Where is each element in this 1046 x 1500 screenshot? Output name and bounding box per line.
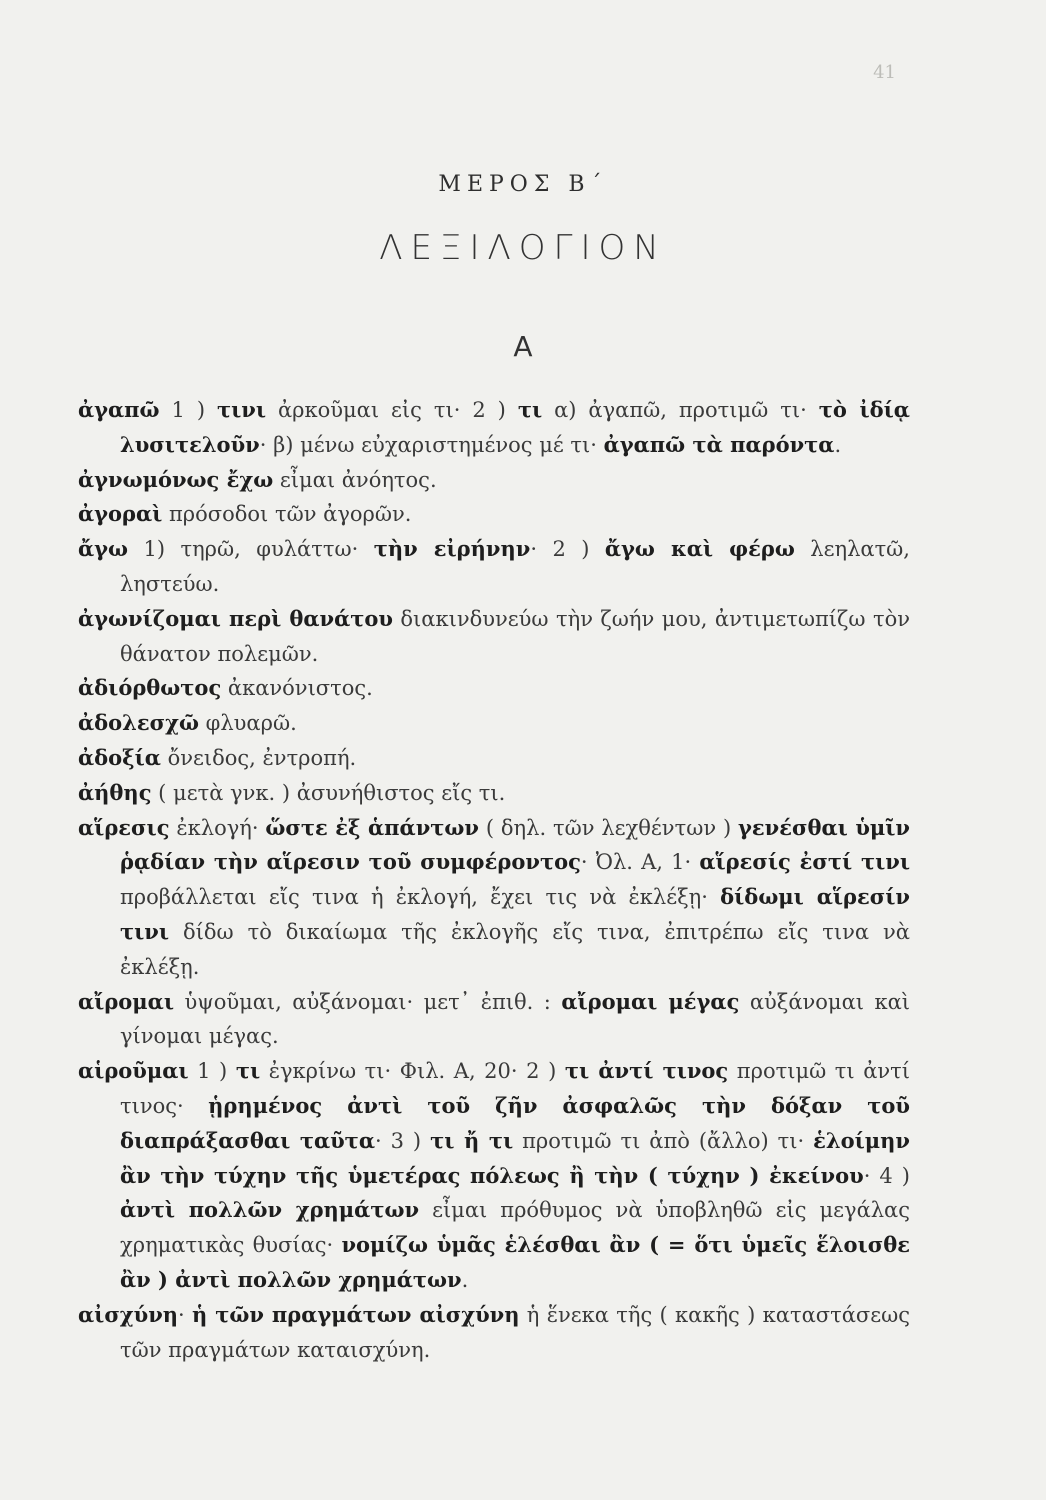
entry-gloss: 1) τηρῶ, φυλάττω· [128, 537, 374, 562]
entry-gloss: διακινδυνεύω τὴν ζωήν μου, ἀντιμετωπίζω τὸν θάνατον πολεμῶν. [120, 606, 910, 666]
entry-gloss: ἀκανόνιστος. [221, 676, 373, 701]
entry-headword: ἀγοραὶ [78, 501, 163, 527]
entry-phrase: ἀγαπῶ τὰ παρόντα [603, 431, 835, 457]
entry-gloss: · β) μένω εὐχαριστημένος μέ τι· [259, 432, 604, 457]
glossary-entry [78, 602, 910, 672]
glossary-entry [78, 1054, 910, 1298]
glossary-entry [78, 532, 910, 602]
entry-gloss: προτιμῶ τι ἀντί τινος· [120, 1059, 911, 1118]
entry-headword: ἄγω [78, 536, 129, 562]
glossary-entry [78, 1298, 910, 1368]
entry-gloss: · Ὀλ. Α, 1· [580, 850, 700, 875]
entry-gloss: ἡ ἕνεκα τῆς ( κακῆς ) καταστάσεως τῶν πραγμάτων καταισχύνη. [120, 1302, 910, 1362]
entry-gloss: εἶμαι ἀνόητος. [273, 467, 437, 492]
section-title: ΛΕΞΙΛΟΓΙΟΝ [379, 228, 667, 268]
entry-phrase: τι [235, 1058, 261, 1084]
entry-phrase: τι ἤ τι [430, 1127, 514, 1153]
entry-gloss: φλυαρῶ. [198, 711, 297, 736]
entry-phrase: ἑλοίμην ἂν τὴν τύχην τῆς ὑμετέρας πόλεως ἢ τὴν ( τύχην ) ἐκείνου [120, 1127, 910, 1188]
entry-headword: ἀδιόρθωτος [78, 675, 222, 701]
entry-gloss: δίδω τὸ δικαίωμα τῆς ἐκλογῆς εἴς τινα, ἐπιτρέπω εἴς τινα νὰ ἐκλέξῃ. [120, 919, 910, 979]
entry-phrase: τὸ ἰδίᾳ λυσιτελοῦν [120, 397, 910, 457]
entry-phrase: ἀντὶ πολλῶν χρημάτων [120, 1197, 420, 1223]
entry-gloss: ( δηλ. τῶν λεχθέντων ) [478, 815, 739, 840]
entry-phrase: ἄγω καὶ φέρω [604, 536, 795, 562]
entry-phrase: δίδωμι αἵρεσίν τινι [120, 884, 910, 944]
entry-phrase: ἡ τῶν πραγμάτων αἰσχύνη [192, 1301, 520, 1327]
entry-gloss: ἐγκρίνω τι· Φιλ. Α, 20· 2 ) [260, 1059, 565, 1084]
glossary-entry [78, 706, 910, 741]
entry-phrase: τι ἀντί τινος [564, 1058, 729, 1084]
entry-phrase: τινι [216, 397, 267, 422]
entry-gloss: 1 ) [188, 1059, 236, 1084]
glossary-entry [78, 497, 910, 532]
entry-headword: αἴρομαι [78, 988, 174, 1014]
entry-headword: ἀγαπῶ [78, 397, 160, 422]
entry-gloss: α) ἀγαπῶ, προτιμῶ τι· [542, 398, 819, 422]
glossary-entries [78, 393, 910, 1367]
glossary-entry [78, 463, 910, 498]
glossary-entry [78, 393, 910, 463]
glossary-entry [78, 671, 910, 706]
letter-heading: Α [513, 330, 533, 363]
entry-phrase: γενέσθαι ὑμῖν ῥᾳδίαν τὴν αἵρεσιν τοῦ συμφέροντος [120, 814, 910, 875]
entry-gloss: αὐξάνομαι καὶ γίνομαι μέγας. [120, 989, 910, 1049]
entry-gloss: ἐκλογή· [169, 815, 266, 840]
entry-headword: ἀγωνίζομαι περὶ θανάτου [78, 605, 393, 631]
entry-gloss: · 4 ) [863, 1163, 910, 1188]
entry-gloss: ( μετὰ γνκ. ) ἀσυνήθιστος εἴς τι. [151, 780, 506, 805]
glossary-entry [78, 741, 910, 776]
glossary-entry [78, 811, 910, 985]
entry-phrase: αἴρομαι μέγας [561, 988, 740, 1014]
entry-phrase: τι [517, 397, 543, 422]
entry-phrase: νομίζω ὑμᾶς ἑλέσθαι ἂν ( = ὅτι ὑμεῖς ἕλοισθε ἂν ) ἀντὶ πολλῶν χρημάτων [120, 1232, 910, 1292]
entry-gloss: . [834, 432, 842, 457]
entry-gloss: πρόσοδοι τῶν ἀγορῶν. [162, 502, 412, 527]
entry-headword: αἱροῦμαι [78, 1058, 189, 1084]
entry-headword: αἵρεσις [78, 814, 170, 840]
entry-gloss: · 3 ) [374, 1128, 431, 1153]
entry-headword: ἀδολεσχῶ [78, 710, 199, 736]
entry-gloss: λεηλατῶ, ληστεύω. [120, 537, 910, 596]
glossary-entry [78, 776, 910, 811]
page-number: 41 [873, 62, 896, 83]
part-heading: ΜΕΡΟΣ Β΄ [438, 172, 608, 197]
entry-gloss: προτιμῶ τι ἀπὸ (ἄλλο) τι· [513, 1128, 814, 1153]
entry-phrase: αἵρεσίς ἐστί τινι [699, 849, 910, 875]
entry-gloss: προβάλλεται εἴς τινα ἡ ἐκλογή, ἔχει τις νὰ ἐκλέξῃ· [120, 885, 721, 910]
entry-gloss: · [178, 1302, 193, 1327]
entry-gloss: . [461, 1267, 469, 1292]
entry-headword: ἀγνωμόνως ἔχω [78, 466, 274, 492]
entry-gloss: · 2 ) [530, 537, 605, 562]
entry-phrase: τὴν εἰρήνην [373, 536, 531, 562]
entry-headword: ἀδοξία [78, 744, 161, 770]
glossary-entry [78, 985, 910, 1055]
entry-phrase: ὥστε ἐξ ἁπάντων [265, 814, 479, 840]
entry-gloss: ἀρκοῦμαι εἰς τι· 2 ) [266, 398, 518, 422]
entry-headword: αἰσχύνη [78, 1301, 179, 1327]
entry-gloss: ὄνειδος, ἐντροπή. [160, 745, 357, 770]
entry-gloss: εἶμαι πρόθυμος νὰ ὑποβληθῶ εἰς μεγάλας χρηματικὰς θυσίας· [120, 1198, 910, 1258]
entry-gloss: 1 ) [159, 398, 217, 422]
entry-headword: ἀήθης [78, 779, 152, 805]
entry-phrase: ᾑρημένος ἀντὶ τοῦ ζῆν ἀσφαλῶς τὴν δόξαν τοῦ διαπράξασθαι ταῦτα [120, 1092, 910, 1153]
entry-gloss: ὑψοῦμαι, αὐξάνομαι· μετ᾽ ἐπιθ. : [174, 989, 562, 1014]
